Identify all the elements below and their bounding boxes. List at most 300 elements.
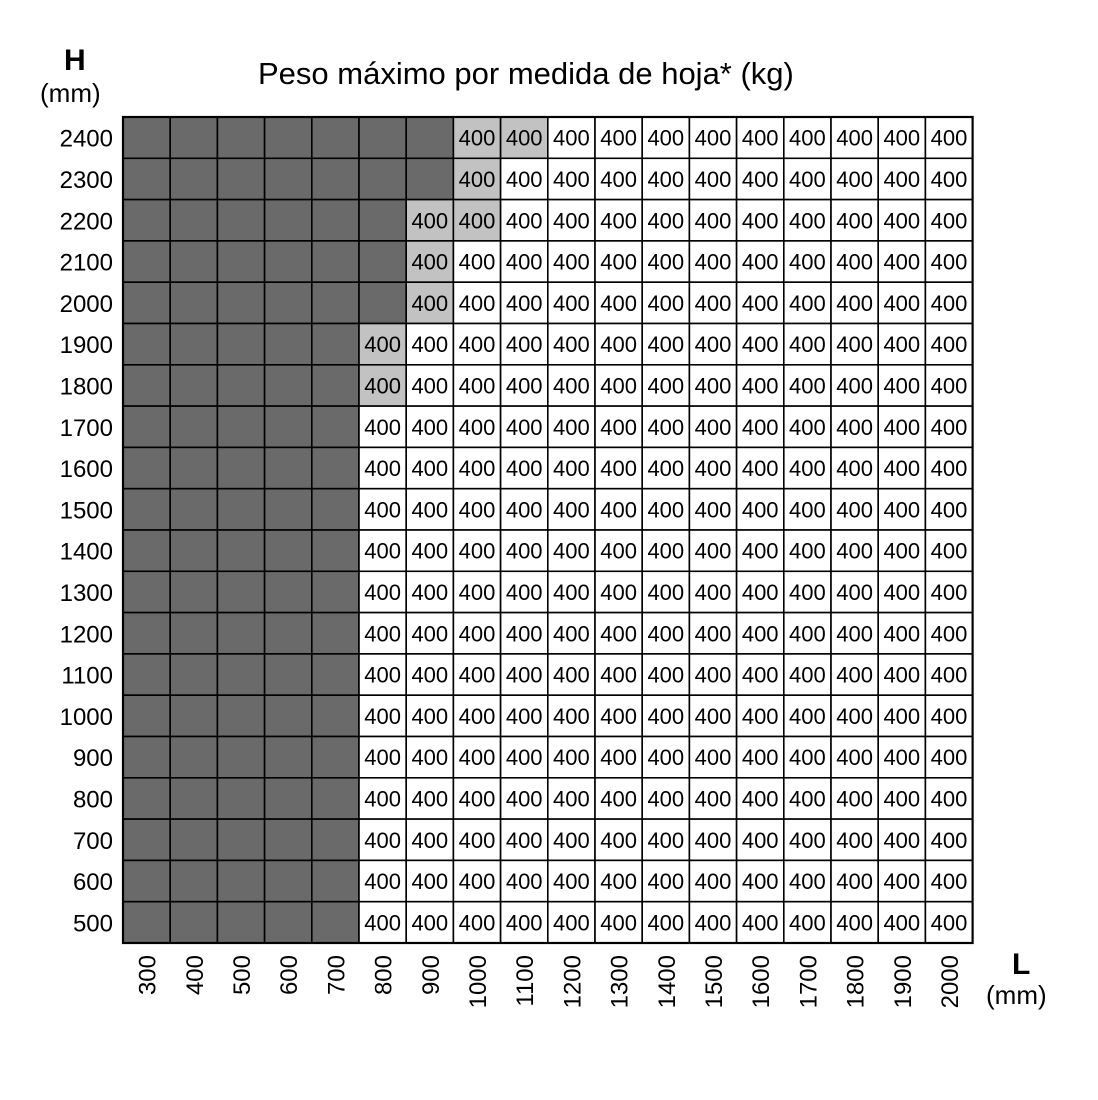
cell-value-label: 400 xyxy=(930,869,968,895)
y-tick-label: 1500 xyxy=(59,497,113,525)
cell-value-label: 400 xyxy=(930,621,968,647)
cell-value-label: 400 xyxy=(458,703,496,729)
cell-value-label: 400 xyxy=(883,208,921,234)
cell-value-label: 400 xyxy=(741,208,779,234)
cell-value-label: 400 xyxy=(883,786,921,812)
cell-value-label: 400 xyxy=(600,621,637,647)
grid-cell xyxy=(312,902,359,943)
cell-value-label: 400 xyxy=(458,456,496,482)
y-tick-label: 1400 xyxy=(59,538,113,566)
grid-cell xyxy=(170,819,217,860)
grid-cell xyxy=(170,571,217,612)
cell-value-label: 400 xyxy=(883,662,921,688)
cell-value-label: 400 xyxy=(836,703,873,729)
cell-value-label: 400 xyxy=(364,745,401,771)
cell-value-label: 400 xyxy=(553,249,590,275)
grid-cell xyxy=(312,613,359,654)
cell-value-label: 400 xyxy=(505,910,543,936)
cell-value-label: 400 xyxy=(694,249,732,275)
cell-value-label: 400 xyxy=(505,621,543,647)
cell-value-label: 400 xyxy=(411,538,449,564)
cell-value-label: 400 xyxy=(930,745,968,771)
cell-value-label: 400 xyxy=(553,827,590,853)
cell-value-label: 400 xyxy=(505,456,543,482)
cell-value-label: 400 xyxy=(505,703,543,729)
x-tick-label: 300 xyxy=(134,955,162,996)
cell-value-label: 400 xyxy=(741,745,779,771)
grid-cell xyxy=(312,282,359,323)
cell-value-label: 400 xyxy=(836,745,873,771)
grid-cell xyxy=(123,530,170,571)
cell-value-label: 400 xyxy=(411,332,449,358)
grid-cell xyxy=(359,241,406,282)
cell-value-label: 400 xyxy=(930,414,968,440)
grid-cell xyxy=(265,860,312,901)
cell-value-label: 400 xyxy=(600,249,637,275)
cell-value-label: 400 xyxy=(600,538,637,564)
cell-value-label: 400 xyxy=(458,125,496,151)
cell-value-label: 400 xyxy=(647,373,685,399)
cell-value-label: 400 xyxy=(553,786,590,812)
grid-cell xyxy=(123,737,170,778)
grid-cell xyxy=(123,365,170,406)
cell-value-label: 400 xyxy=(883,373,921,399)
grid-cell xyxy=(312,530,359,571)
cell-value-label: 400 xyxy=(411,621,449,647)
cell-value-label: 400 xyxy=(411,249,449,275)
cell-value-label: 400 xyxy=(553,703,590,729)
cell-value-label: 400 xyxy=(411,373,449,399)
cell-value-label: 400 xyxy=(411,456,449,482)
x-tick-label: 1800 xyxy=(842,955,870,1009)
cell-value-label: 400 xyxy=(694,786,732,812)
cell-value-label: 400 xyxy=(553,125,590,151)
cell-value-label: 400 xyxy=(789,166,826,192)
grid-cell xyxy=(170,406,217,447)
cell-value-label: 400 xyxy=(789,786,826,812)
cell-value-label: 400 xyxy=(364,497,401,523)
cell-value-label: 400 xyxy=(836,208,873,234)
cell-value-label: 400 xyxy=(458,621,496,647)
cell-value-label: 400 xyxy=(694,208,732,234)
cell-value-label: 400 xyxy=(836,497,873,523)
cell-value-label: 400 xyxy=(505,332,543,358)
cell-value-label: 400 xyxy=(741,538,779,564)
cell-value-label: 400 xyxy=(553,414,590,440)
cell-value-label: 400 xyxy=(741,827,779,853)
cell-value-label: 400 xyxy=(789,373,826,399)
cell-value-label: 400 xyxy=(694,332,732,358)
cell-value-label: 400 xyxy=(741,249,779,275)
cell-value-label: 400 xyxy=(647,166,685,192)
cell-value-label: 400 xyxy=(505,208,543,234)
x-tick-label: 2000 xyxy=(937,955,964,1009)
cell-value-label: 400 xyxy=(741,786,779,812)
cell-value-label: 400 xyxy=(836,290,873,316)
cell-value-label: 400 xyxy=(600,290,637,316)
cell-value-label: 400 xyxy=(411,208,449,234)
cell-value-label: 400 xyxy=(458,662,496,688)
x-tick-label: 600 xyxy=(276,955,304,996)
cell-value-label: 400 xyxy=(458,745,496,771)
y-tick-label: 1000 xyxy=(59,703,113,731)
cell-value-label: 400 xyxy=(694,414,732,440)
cell-value-label: 400 xyxy=(930,497,968,523)
cell-value-label: 400 xyxy=(458,290,496,316)
cell-value-label: 400 xyxy=(647,703,685,729)
y-tick-label: 1300 xyxy=(59,579,113,607)
cell-value-label: 400 xyxy=(789,621,826,647)
grid-cell xyxy=(265,406,312,447)
grid-cell xyxy=(217,819,264,860)
cell-value-label: 400 xyxy=(930,827,968,853)
grid-cell xyxy=(170,158,217,199)
grid-cell xyxy=(123,158,170,199)
cell-value-label: 400 xyxy=(647,208,685,234)
cell-value-label: 400 xyxy=(600,373,637,399)
x-tick-label: 1100 xyxy=(512,955,540,1007)
cell-value-label: 400 xyxy=(836,538,873,564)
cell-value-label: 400 xyxy=(411,786,449,812)
y-tick-label: 1800 xyxy=(59,373,113,401)
cell-value-label: 400 xyxy=(364,414,401,440)
y-tick-label: 1600 xyxy=(59,456,113,484)
cell-value-label: 400 xyxy=(505,125,543,151)
grid-cell xyxy=(123,571,170,612)
cell-value-label: 400 xyxy=(694,125,732,151)
cell-value-label: 400 xyxy=(930,249,968,275)
cell-value-label: 400 xyxy=(411,910,449,936)
grid-cell xyxy=(217,241,264,282)
grid-cell xyxy=(217,200,264,241)
grid-cell xyxy=(359,117,406,158)
cell-value-label: 400 xyxy=(505,579,543,605)
cell-value-label: 400 xyxy=(411,703,449,729)
cell-value-label: 400 xyxy=(505,373,543,399)
x-tick-label: 1300 xyxy=(606,955,634,1009)
cell-value-label: 400 xyxy=(647,456,685,482)
cell-value-label: 400 xyxy=(883,290,921,316)
y-tick-label: 2300 xyxy=(59,166,113,194)
cell-value-label: 400 xyxy=(883,166,921,192)
cell-value-label: 400 xyxy=(741,621,779,647)
cell-value-label: 400 xyxy=(411,414,449,440)
y-tick-label: 2000 xyxy=(59,290,113,318)
cell-value-label: 400 xyxy=(836,621,873,647)
cell-value-label: 400 xyxy=(600,910,637,936)
cell-value-label: 400 xyxy=(694,373,732,399)
grid-cell xyxy=(217,447,264,488)
cell-value-label: 400 xyxy=(930,373,968,399)
x-tick-label: 1500 xyxy=(701,955,728,1009)
cell-value-label: 400 xyxy=(647,579,685,605)
cell-value-label: 400 xyxy=(883,827,921,853)
cell-value-label: 400 xyxy=(411,662,449,688)
grid-cell xyxy=(359,200,406,241)
cell-value-label: 400 xyxy=(741,579,779,605)
cell-value-label: 400 xyxy=(458,827,496,853)
cell-value-label: 400 xyxy=(553,456,590,482)
grid-cell xyxy=(265,654,312,695)
cell-value-label: 400 xyxy=(553,290,590,316)
grid-cell xyxy=(123,200,170,241)
grid-cell xyxy=(170,860,217,901)
y-tick-label: 500 xyxy=(72,910,113,938)
cell-value-label: 400 xyxy=(883,125,921,151)
cell-value-label: 400 xyxy=(836,869,873,895)
grid-cell xyxy=(170,654,217,695)
grid-cell xyxy=(217,860,264,901)
y-tick-label: 700 xyxy=(72,827,113,855)
cell-value-label: 400 xyxy=(411,745,449,771)
cell-value-label: 400 xyxy=(600,125,637,151)
grid-cell xyxy=(265,489,312,530)
cell-value-label: 400 xyxy=(694,290,732,316)
grid-cell xyxy=(123,324,170,365)
grid-cell xyxy=(312,241,359,282)
cell-value-label: 400 xyxy=(364,869,401,895)
cell-value-label: 400 xyxy=(741,497,779,523)
cell-value-label: 400 xyxy=(458,249,496,275)
grid-cell xyxy=(217,902,264,943)
cell-value-label: 400 xyxy=(741,703,779,729)
y-tick-label: 900 xyxy=(72,745,113,773)
grid-cell xyxy=(123,654,170,695)
cell-value-label: 400 xyxy=(553,166,590,192)
x-axis-letter: L xyxy=(1012,948,1031,981)
cell-value-label: 400 xyxy=(789,332,826,358)
cell-value-label: 400 xyxy=(647,827,685,853)
cell-value-label: 400 xyxy=(836,579,873,605)
grid-cell xyxy=(312,365,359,406)
grid-cell xyxy=(217,365,264,406)
grid-cell xyxy=(217,654,264,695)
cell-value-label: 400 xyxy=(836,414,873,440)
grid-cell xyxy=(406,117,453,158)
y-tick-label: 1900 xyxy=(59,332,113,360)
cell-value-label: 400 xyxy=(600,786,637,812)
cell-value-label: 400 xyxy=(553,208,590,234)
cell-value-label: 400 xyxy=(647,786,685,812)
grid-cell xyxy=(123,406,170,447)
cell-value-label: 400 xyxy=(741,910,779,936)
cell-value-label: 400 xyxy=(600,703,637,729)
x-tick-label: 500 xyxy=(229,955,256,996)
grid-cell xyxy=(265,447,312,488)
cell-value-label: 400 xyxy=(741,332,779,358)
cell-value-label: 400 xyxy=(458,332,496,358)
cell-value-label: 400 xyxy=(553,497,590,523)
x-tick-label: 1700 xyxy=(795,955,823,1009)
cell-value-label: 400 xyxy=(694,745,732,771)
cell-value-label: 400 xyxy=(789,290,826,316)
cell-value-label: 400 xyxy=(505,290,543,316)
y-tick-label: 800 xyxy=(72,786,113,814)
y-tick-label: 2100 xyxy=(59,249,113,277)
grid-cell xyxy=(170,737,217,778)
cell-value-label: 400 xyxy=(553,910,590,936)
grid-cell xyxy=(312,324,359,365)
cell-value-label: 400 xyxy=(647,745,685,771)
cell-value-label: 400 xyxy=(505,869,543,895)
cell-value-label: 400 xyxy=(883,910,921,936)
cell-value-label: 400 xyxy=(364,373,401,399)
cell-value-label: 400 xyxy=(694,166,732,192)
cell-value-label: 400 xyxy=(789,579,826,605)
cell-value-label: 400 xyxy=(647,662,685,688)
cell-value-label: 400 xyxy=(694,703,732,729)
cell-value-label: 400 xyxy=(364,332,401,358)
grid-cell xyxy=(265,778,312,819)
cell-value-label: 400 xyxy=(647,249,685,275)
cell-value-label: 400 xyxy=(600,662,637,688)
grid-cell xyxy=(265,695,312,736)
cell-value-label: 400 xyxy=(600,332,637,358)
x-tick-label: 1000 xyxy=(465,955,492,1009)
grid-cell xyxy=(170,241,217,282)
cell-value-label: 400 xyxy=(647,621,685,647)
cell-value-label: 400 xyxy=(741,373,779,399)
cell-value-label: 400 xyxy=(836,456,873,482)
cell-value-label: 400 xyxy=(647,538,685,564)
cell-value-label: 400 xyxy=(458,786,496,812)
grid-cell xyxy=(265,902,312,943)
cell-value-label: 400 xyxy=(411,579,449,605)
cell-value-label: 400 xyxy=(505,662,543,688)
cell-value-label: 400 xyxy=(883,249,921,275)
cell-value-label: 400 xyxy=(364,456,401,482)
grid-cell xyxy=(217,737,264,778)
x-tick-label: 400 xyxy=(181,955,209,996)
x-tick-label: 1900 xyxy=(889,955,917,1009)
grid-cell xyxy=(123,819,170,860)
cell-value-label: 400 xyxy=(930,910,968,936)
grid-cell xyxy=(265,241,312,282)
cell-value-label: 400 xyxy=(883,869,921,895)
cell-value-label: 400 xyxy=(458,208,496,234)
grid-cell xyxy=(312,406,359,447)
cell-value-label: 400 xyxy=(553,538,590,564)
grid-cell xyxy=(170,447,217,488)
grid-cell xyxy=(217,282,264,323)
cell-value-label: 400 xyxy=(836,249,873,275)
cell-value-label: 400 xyxy=(364,910,401,936)
grid-cell xyxy=(265,117,312,158)
cell-value-label: 400 xyxy=(836,910,873,936)
grid-cell xyxy=(123,447,170,488)
cell-value-label: 400 xyxy=(364,827,401,853)
grid-cell xyxy=(359,282,406,323)
cell-value-label: 400 xyxy=(458,910,496,936)
cell-value-label: 400 xyxy=(505,538,543,564)
cell-value-label: 400 xyxy=(836,662,873,688)
grid-cell xyxy=(217,324,264,365)
cell-value-label: 400 xyxy=(458,579,496,605)
grid-cell xyxy=(123,902,170,943)
cell-value-label: 400 xyxy=(883,414,921,440)
cell-value-label: 400 xyxy=(789,208,826,234)
cell-value-label: 400 xyxy=(694,497,732,523)
cell-value-label: 400 xyxy=(647,414,685,440)
cell-value-label: 400 xyxy=(883,745,921,771)
cell-value-label: 400 xyxy=(553,869,590,895)
cell-value-label: 400 xyxy=(836,166,873,192)
grid-cell xyxy=(312,695,359,736)
grid-cell xyxy=(170,695,217,736)
cell-value-label: 400 xyxy=(553,621,590,647)
cell-value-label: 400 xyxy=(789,497,826,523)
cell-value-label: 400 xyxy=(411,827,449,853)
cell-value-label: 400 xyxy=(600,579,637,605)
x-tick-label: 1200 xyxy=(559,955,587,1009)
cell-value-label: 400 xyxy=(694,910,732,936)
cell-value-label: 400 xyxy=(789,125,826,151)
cell-value-label: 400 xyxy=(741,414,779,440)
cell-value-label: 400 xyxy=(364,703,401,729)
y-tick-label: 600 xyxy=(72,869,113,897)
grid-cell xyxy=(170,613,217,654)
x-tick-label: 1400 xyxy=(653,955,681,1009)
cell-value-label: 400 xyxy=(458,373,496,399)
grid-cell xyxy=(265,571,312,612)
grid-cell xyxy=(265,324,312,365)
grid-cell xyxy=(123,241,170,282)
cell-value-label: 400 xyxy=(883,703,921,729)
cell-value-label: 400 xyxy=(553,332,590,358)
cell-value-label: 400 xyxy=(600,869,637,895)
grid-cell xyxy=(312,117,359,158)
grid-cell xyxy=(312,654,359,695)
cell-value-label: 400 xyxy=(505,745,543,771)
cell-value-label: 400 xyxy=(930,662,968,688)
x-axis-unit: (mm) xyxy=(986,980,1047,1010)
cell-value-label: 400 xyxy=(458,538,496,564)
cell-value-label: 400 xyxy=(505,827,543,853)
cell-value-label: 400 xyxy=(364,786,401,812)
grid-cell xyxy=(312,158,359,199)
cell-value-label: 400 xyxy=(600,745,637,771)
cell-value-label: 400 xyxy=(647,125,685,151)
cell-value-label: 400 xyxy=(930,290,968,316)
cell-value-label: 400 xyxy=(553,662,590,688)
grid-cell xyxy=(217,406,264,447)
grid-cell xyxy=(123,613,170,654)
cell-value-label: 400 xyxy=(930,332,968,358)
cell-value-label: 400 xyxy=(458,869,496,895)
cell-value-label: 400 xyxy=(694,869,732,895)
cell-value-label: 400 xyxy=(930,166,968,192)
grid-cell xyxy=(217,489,264,530)
grid-cell xyxy=(170,282,217,323)
cell-value-label: 400 xyxy=(505,497,543,523)
cell-value-label: 400 xyxy=(789,745,826,771)
cell-value-label: 400 xyxy=(647,497,685,523)
grid-cell xyxy=(217,158,264,199)
x-tick-label: 900 xyxy=(417,955,445,996)
grid-cell xyxy=(217,117,264,158)
grid-cell xyxy=(359,158,406,199)
grid-cell xyxy=(170,530,217,571)
cell-value-label: 400 xyxy=(930,456,968,482)
cell-value-label: 400 xyxy=(883,497,921,523)
grid-cell xyxy=(265,530,312,571)
cell-value-label: 400 xyxy=(553,373,590,399)
cell-value-label: 400 xyxy=(836,332,873,358)
cell-value-label: 400 xyxy=(647,332,685,358)
grid-cell xyxy=(170,778,217,819)
chart-title: Peso máximo por medida de hoja* (kg) xyxy=(258,56,794,91)
grid-cell xyxy=(170,489,217,530)
